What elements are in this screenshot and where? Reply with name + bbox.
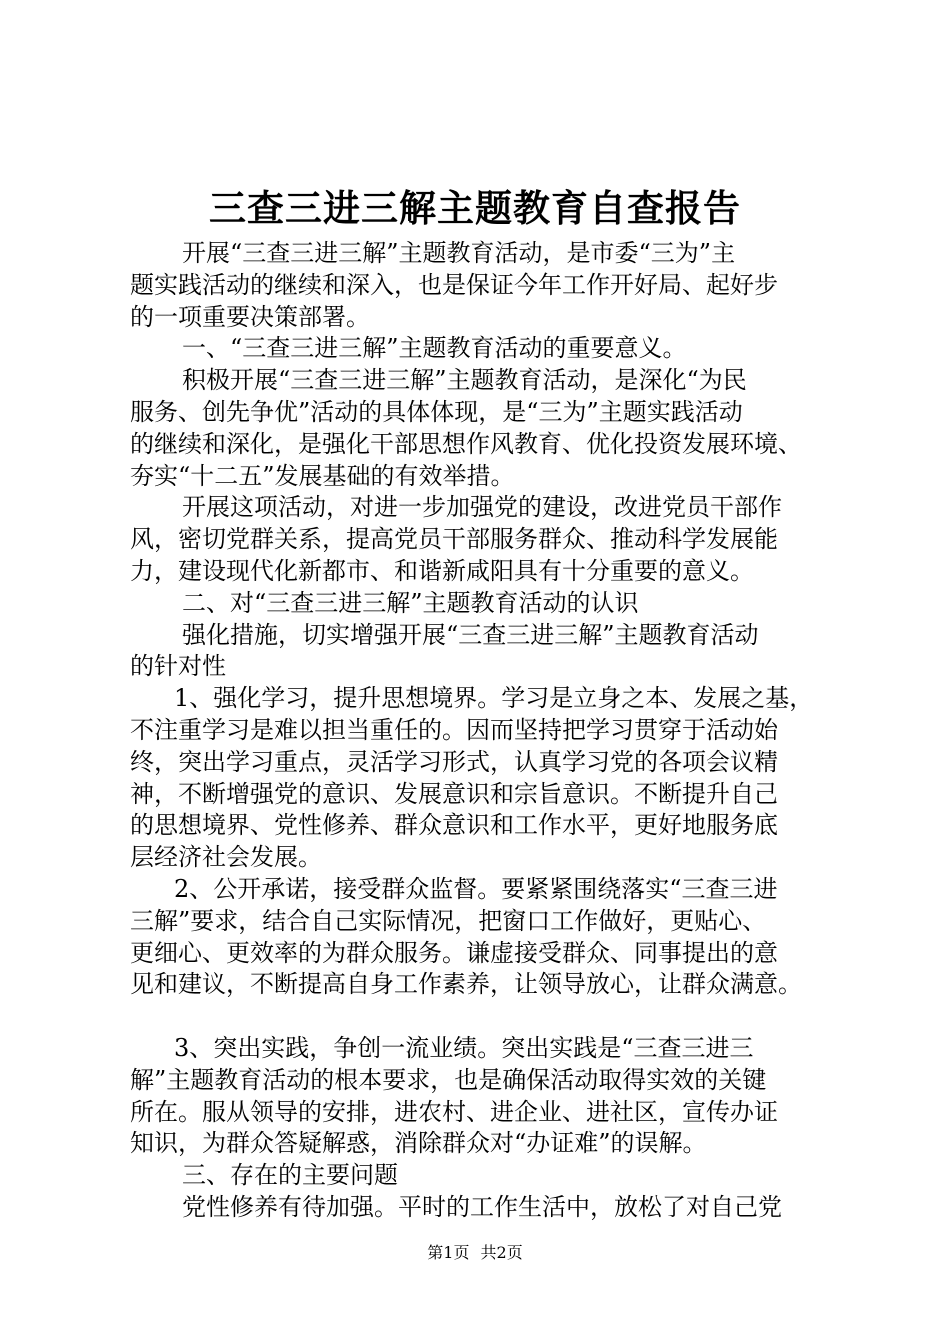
body-line: 2、公开承诺，接受群众监督。要紧紧围绕落实“三查三进 bbox=[174, 874, 778, 903]
body-line: 开展这项活动，对进一步加强党的建设，改进党员干部作 bbox=[182, 493, 782, 522]
page-number-current: 第1页 bbox=[427, 1243, 470, 1262]
body-line: 3、突出实践，争创一流业绩。突出实践是“三查三进三 bbox=[174, 1033, 754, 1062]
body-line: 不注重学习是难以担当重任的。因而坚持把学习贯穿于活动始 bbox=[130, 715, 778, 744]
body-line: 的针对性 bbox=[130, 652, 226, 681]
section-heading: 一、“三查三进三解”主题教育活动的重要意义。 bbox=[182, 334, 687, 363]
body-line: 层经济社会发展。 bbox=[130, 843, 322, 872]
body-line: 开展“三查三进三解”主题教育活动，是市委“三为”主 bbox=[182, 239, 736, 267]
body-line: 夯实“十二五”发展基础的有效举措。 bbox=[130, 461, 515, 490]
body-line: 三解”要求，结合自己实际情况，把窗口工作做好，更贴心、 bbox=[130, 906, 767, 935]
body-line: 党性修养有待加强。平时的工作生活中，放松了对自己党 bbox=[182, 1192, 782, 1221]
section-heading: 三、存在的主要问题 bbox=[182, 1161, 398, 1190]
body-line: 风，密切党群关系，提高党员干部服务群众、推动科学发展能 bbox=[130, 525, 778, 554]
page-number-total: 共2页 bbox=[480, 1243, 523, 1262]
body-line: 知识，为群众答疑解惑，消除群众对“办证难”的误解。 bbox=[130, 1129, 707, 1158]
body-line: 力，建设现代化新都市、和谐新咸阳具有十分重要的意义。 bbox=[130, 556, 754, 585]
body-line: 1、强化学习，提升思想境界。学习是立身之本、发展之基， bbox=[174, 684, 814, 713]
body-line: 见和建议，不断提高自身工作素养，让领导放心，让群众满意。 bbox=[130, 970, 802, 999]
document-title: 三查三进三解主题教育自查报告 bbox=[209, 186, 741, 230]
document-body bbox=[130, 238, 830, 1224]
body-line: 的继续和深化，是强化干部思想作风教育、优化投资发展环境、 bbox=[130, 429, 802, 458]
page-footer bbox=[0, 1241, 950, 1265]
body-line: 的一项重要决策部署。 bbox=[130, 302, 370, 331]
body-line: 所在。服从领导的安排，进农村、进企业、进社区，宣传办证 bbox=[130, 1097, 778, 1126]
body-line: 解”主题教育活动的根本要求，也是确保活动取得实效的关键 bbox=[130, 1065, 767, 1094]
body-line: 神，不断增强党的意识、发展意识和宗旨意识。不断提升自己 bbox=[130, 779, 778, 808]
body-line: 终，突出学习重点，灵活学习形式，认真学习党的各项会议精 bbox=[130, 747, 778, 776]
body-line: 的思想境界、党性修养、群众意识和工作水平，更好地服务底 bbox=[130, 811, 778, 840]
section-heading: 二、对“三查三进三解”主题教育活动的认识 bbox=[182, 588, 639, 617]
body-line: 强化措施，切实增强开展“三查三进三解”主题教育活动 bbox=[182, 620, 759, 649]
body-line: 积极开展“三查三进三解”主题教育活动，是深化“为民 bbox=[182, 366, 747, 395]
body-line: 题实践活动的继续和深入，也是保证今年工作开好局、起好步 bbox=[130, 270, 778, 299]
body-line: 服务、创先争优”活动的具体体现，是“三为”主题实践活动 bbox=[130, 397, 743, 426]
paragraph-gap bbox=[130, 1001, 830, 1033]
body-line: 更细心、更效率的为群众服务。谦虚接受群众、同事提出的意 bbox=[130, 938, 778, 967]
